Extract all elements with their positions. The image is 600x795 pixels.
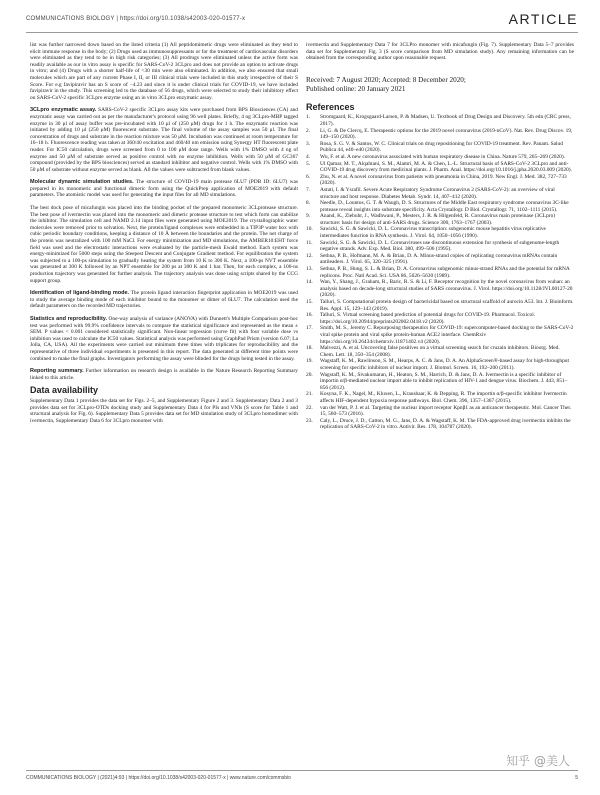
reference-number: 18. [306,345,313,352]
data-availability-heading: Data availability [30,385,99,396]
page-number: 5 [575,775,578,781]
data-availability-body: Supplementary Data 1 provides the data set for Figs. 2–5, and Supplementary Figure 2 and 3. Supplementary Data 2 and 3 provides data set for 3CLpro-OTDs docking study and Supplementary Data 4 for PIs and VNIs (S score for Table 1 and structural analysis for Fig. 6). Supplementary Data 5 provides data set for MD simulation study of 3CLpro homodimer with ivermectin, Supplementary Data 6 for 3CLpro monomer with [30,397,298,424]
reference-text: Wan, Y., Shang, J., Graham, R., Baric, R. S. & Li, F. Receptor recognition by the novel coronavirus from wuhan: an analysis based on decade-long structural studies of SARS coronavirus. J. Virol. https://doi.org/10.1128/JVI.00127-20 (2020). [320,279,573,299]
reference-item [306,266,574,279]
reference-number: 13. [306,266,313,273]
reference-number: 23. [306,417,313,424]
paragraph-md [30,179,298,199]
paragraph-continued: ivermectin and Supplementary Data 7 for 3CLPro monomer with micafungin (Fig. 7). Supplementary Data 5–7 provides data set for Supplementary Fig. 3 (S score comparison from MD simulation study). Any remaining information can be obtained from the corresponding author upon reasonable request. [306,42,574,62]
reference-number: 4. [306,153,311,160]
reference-text: Li, G. & De Clercq, E. Therapeutic options for the 2019 novel coronavirus (2019-nCoV). Nat. Rev. Drug Discov. 19, 149–150 (2020). [320,127,573,141]
reference-number: 20. [306,371,313,378]
statistics-heading: Statistics and reproducibility. [30,315,107,322]
ligand-binding-body: The protein ligand interaction fingerprint application in MOE2019 was used to study the average binding mode of each inhibitor bound to the monomer or dimer of 6LU7. The calculation used the default parameters on the recorded MD trajectories. [30,290,298,310]
reference-number: 10. [306,226,313,233]
reference-text: Talluri, S. Computational protein design of bactericidal based on structural scaffold of aurocin A53. Int. J. Bioinform. Res. Appl. 15, 129–143 (2019). [320,299,574,312]
reference-number: 1. [306,114,311,121]
reference-text: Rosa, S. G. V. & Santos, W. C. Clinical trials on drug repositioning for COVID-19 treatment. Rev. Panam. Salud Publica 44, e40–e40 (2020). [320,140,563,154]
reference-item [306,128,574,141]
statistics-body: One-way analysis of variance (ANOVA) with Dunnett's Multiple Comparison post-hoc test was performed with 99.9% confidence intervals to compare the statistical significance and represented as the mean ± SEM. P values < 0.001 considered statistically significant. Non-linear regression (curve fit) with four variable dose vs inhibition was used to calculate the IC50 values. Statistical analysis was performed using GraphPad Prism (version 6.07; La Jolla, CA, USA). All the experiments were carried out minimum three times with triplicates for reproducibility and the representative of three individual experiments is presented in this report. The data generated at different time points were combined to make the final graphs. Investigators performing the assay were blinded for the drugs being tested in the assay. [30,315,299,362]
reference-number: 8. [306,200,311,207]
reference-number: 11. [306,239,313,246]
reference-text: Sethna, P. B., Hung, S. L. & Brian, D. A. Coronavirus subgenomic minus-strand RNAs and the potential for mRNA replicons. Proc. Natl Acad. Sci. USA 86, 5626–5630 (1989). [320,266,570,279]
footer-citation: COMMUNICATIONS BIOLOGY | (2021)4:93 | https://doi.org/10.1038/s42003-020-01577-x | www.nature.com/commsbio [26,775,291,781]
paragraph-ligand-binding [30,290,298,310]
paragraph-reporting [30,368,298,381]
reference-item [306,325,574,345]
reference-item [306,299,574,312]
paragraph-statistics [30,316,298,362]
reference-text: Sawicki, S. G. & Sawicki, D. L. Coronavirus transcription: subgenomic mouse hepatitis virus replicative intermediates function in RNA synthesis. J. Virol. 64, 1050–1056 (1990). [320,226,546,240]
assay-heading: 3CLpro enzymatic assay. [30,107,97,114]
reference-number: 9. [306,213,311,220]
paragraph-assay [30,107,298,173]
reporting-heading: Reporting summary. [30,368,84,375]
reference-text: Talluri, S. Virtual screening based prediction of potential drugs for COVID-19. Pharmacol. Toxicol. https://doi.org/10.20944/preprints202002.0418.v2 (2020). [320,312,536,325]
paragraph-intro: list was further narrowed down based on the listed criteria (1) All peptidomimetic drugs were eliminated as they tend to elicit immune response in the body; (2) Drugs used as immunosuppressants or for the treatment of cardiovascular disorders were eliminated as they tend to be in high risk categories; (3) All prodrugs were eliminated unless the active form was readily available as our in vitro assay is specific for SARS-CoV-2 3CLpro and does not provide an option to activate drugs in vitro; and (4) Drugs with a shorter half-life of <30 min were also eliminated. In addition, we also ensured that small molecules which are part of any current Phase I, II, or III clinical trials were included in this study irrespective of their S Score. For e.g favipiravir has an S score of −4.23 and since it is under clinical trials for COVID-19, we have included favipiravir in the study. This screening led to the database of 56 drugs, which were selected to study their inhibitory effect on SARS-CoV-2 specific 3CLpro enzyme using an in vitro 3CLpro enzymatic assay. [30,42,298,101]
reference-item [306,391,574,404]
paragraph-md-detail: The best dock pose of micafungin was placed into the binding pocket of the prepared monomeric 3CLprotease structure. The best pose of ivermectin was placed into the monomeric and dimeric protease structure to test which form can stabilize the inhibitor. The simulation cell and NAMD 2.14 input files were generated using MOE2019. The crystallographic water molecules were removed prior to solvation. Next, the protein/ligand complexes were embedded in a TIP3P water box with cubic periodic boundary conditions, keeping a distance of 10 Å between the boundaries and the protein. The net charge of the protein was neutralized with 100 mM NaCl. For energy minimization and MD simulations, the AMBER10:EHT force field was used and the electrostatic interactions were evaluated by the particle-mesh Ewald method. Each system was energy-minimized for 5000 steps using the Steepest Descent and Conjugate Gradient method. For equilibration the system was subjected to a 100-ps simulation to gradually heating the system from 10 K to 300 K. Next, a 100-ps NVT ensemble was generated at 300 K followed by an NPT ensemble for 200 ps at 300 K and 1 bar. Then, for each complex, a 100-ns production trajectory was generated for further analysis. The trajectory analysis was done using scripts shared by the CCG support group. [30,205,298,284]
reference-number: 15. [306,299,313,305]
reference-item [306,200,574,213]
reference-text: Needle, D., Lountos, G. T. & Waugh, D. S. Structures of the Middle East respiratory syndrome coronavirus 3C-like protease reveal insights into substrate specificity. Acta Crystallogr. D Biol. Crystallogr. 71, 1102–1111 (2015). [320,200,569,213]
reference-item [306,174,574,187]
references-list [306,114,574,431]
reference-text: Sethna, P. B., Hofmann, M. A. & Brian, D. A. Minus-strand copies of replicating coronavirus mRNAs contain antileaders. J. Virol. 65, 320–325 (1991). [320,252,558,266]
assay-body: SARS-CoV-2 specific 3CLpro assay kits were purchased from BPS Biosciences (CA) and enzymatic assay was carried out as per the manufacturer's protocol using 96 well plates. Briefly, 4 ng 3CLpro-MBP tagged enzyme in 30 μl of assay buffer was pre-incubated with 10 μl of (250 μM) drugs for 1 h. The enzymatic reaction was initiated by adding 10 μl (250 μM) fluorescent substrate. The final volume of the assay samples was 50 μl. The final concentration of drugs and substrate in the reaction mixture was 50 μM. Incubation was continued at room temperature for 16–18 h. Fluorescence reading was taken at 360/40 excitation and 460/40 nm emission using Synergy HT fluorescent plate reader. For IC50 calculation, drugs were screened from 0 to 100 μM dose range. Wells with 1% DMSO with 4 ng of enzyme and 50 μM of substrate served as positive control with no enzyme inhibition. Wells with 50 μM of GC367 compound (provided by the BPS biosciences) served as standard inhibitor and negative control. Wells with 1% DMSO with 50 μM of substrate without enzyme served as blank. All the values were subtracted from blank values. [30,107,298,173]
reference-text: Smith, M. S., Jeremy C. Repurposing therapeutics for COVID-19: supercomputer-based docking to the SARS-CoV-2 viral spike protein and viral spike protein-human ACE2 interface. ChemRxiv https://doi.org/10.26434/chemrxiv.11871402.v4 (2020). [320,325,574,345]
reference-item [306,253,574,266]
reference-text: Wagstaff, K. M., Rawlinson, S. M., Hearps, A. C. & Jans, D. A. An AlphaScreen®-based assay for high-throughput screening for specific inhibitors of nuclear import. J. Biomol. Screen. 16, 192–200 (2011). [320,358,569,371]
reference-text: Wagstaff, K. M., Sivakumaran, H., Heaton, S. M., Harrich, D. & Jans, D. A. Ivermectin is a specific inhibitor of importin α/β-mediated nuclear import able to inhibit replication of HIV-1 and dengue virus. Biochem. J. 443, 851–856 (2012). [320,371,568,391]
published-date: Published online: 20 January 2021 [306,84,406,93]
reference-item [306,405,574,418]
article-label: ARTICLE [508,11,578,27]
reference-item [306,114,574,127]
reference-text: Astuti, I. & Ysrafil. Severe Acute Respiratory Syndrome Coronavirus 2 (SARS-CoV-2): an overview of viral structure and host response. Diabetes Metab. Syndr. 14, 407–412 (2020). [320,186,555,200]
ligand-binding-heading: Identification of ligand-binding mode. [30,290,130,297]
reference-number: 22. [306,404,313,411]
reference-item [306,240,574,253]
page-footer [26,770,578,781]
reference-number: 7. [306,186,311,193]
received-date: Received: 7 August 2020; Accepted: 8 December 2020; [306,75,466,84]
reference-number: 12. [306,252,313,259]
right-column [306,42,574,431]
journal-header: COMMUNICATIONS BIOLOGY | https://doi.org/10.1038/s42003-020-01577-x [26,16,246,22]
reference-number: 17. [306,325,313,332]
reference-item [306,154,574,161]
reference-number: 5. [306,160,311,167]
reference-item [306,418,574,431]
reference-text: Caly, L., Druce, J. D., Catton, M. G., Jans, D. A. & Wagstaff, K. M. The FDA-approved drug ivermectin inhibits the replication of SARS-CoV-2 in vitro. Antivir. Res. 178, 104787 (2020). [320,417,571,431]
reference-number: 3. [306,140,311,147]
references-heading: References [306,101,355,112]
page-header [26,10,578,33]
reference-number: 6. [306,173,311,180]
reference-text: van der Watt, P. J. et al. Targeting the nuclear import receptor Kpnβ1 as an anticancer therapeutic. Mol. Cancer Ther. 15, 560–573 (2016). [320,404,572,418]
reference-item [306,161,574,174]
reference-item [306,279,574,299]
dates-block [306,76,574,94]
watermark: 知乎 @美人 [506,754,570,768]
reference-item [306,345,574,358]
left-column [30,42,298,430]
reference-item [306,213,574,226]
reference-text: Zhu, N. et al. A novel coronavirus from patients with pneumonia in China, 2019. New Engl. J. Med. 382, 727–733 (2020). [320,173,567,187]
reference-text: Stromgaard, K., Krogsgaard-Larsen, P. & Madsen, U. Textbook of Drug Design and Discovery. 5th edn (CRC press, 2017). [320,114,571,127]
reference-text: Kosyna, F. K., Nagel, M., Kluxen, L., Kraushaar, K. & Depping, R. The importin α/β-specific inhibitor Ivermectin affects HIF-dependent hypoxia response pathways. Biol. Chem. 396, 1357–1367 (2015). [320,391,567,404]
reference-text: Wu, F. et al. A new coronavirus associated with human respiratory disease in China. Nature 579, 265–269 (2020). [320,153,566,160]
reference-item [306,372,574,392]
reference-number: 2. [306,127,311,134]
md-heading: Molecular dynamic simulation studies. [30,179,134,186]
reference-item [306,187,574,200]
reference-number: 16. [306,312,313,319]
md-body: The structure of COVID-19 main protease 6LU7 (PDB ID: 6LU7) was prepared in its monomeric and functional dimeric form using the QuickPrep application of MOE2019 with default parameters. The atomistic model was used for generating the input files for all MD simulations. [30,179,299,199]
reference-text: Malvezzi, A. et al. Uncovering false positives on a virtual screening search for cruzain inhibitors. Bioorg. Med. Chem. Lett. 18, 350–354 (2008). [320,345,560,358]
reference-number: 14. [306,279,313,286]
reference-text: Anand, K., Ziebuhr, J., Wadhwani, P., Mesters, J. R. & Hilgenfeld, R. Coronavirus main proteinase (3CLpro) structure: basis for design of anti-SARS drugs. Science 300, 1763–1767 (2003). [320,213,556,226]
reference-number: 19. [306,358,313,365]
reference-item [306,312,574,325]
reporting-body: Further information on research design is available in the Nature Research Reporting Summary linked to this article. [30,368,298,381]
reference-text: Sawicki, S. G. & Sawicki, D. L. Coronaviruses use discontinuous extension for synthesis of subgenome-length negative strands. Adv. Exp. Med. Biol. 380, 499–506 (1995). [320,239,560,253]
reference-number: 21. [306,391,313,398]
reference-item [306,226,574,239]
reference-item [306,358,574,371]
reference-text: Ul Qamar, M. T., Alqahtani, S. M., Alamri, M. A. & Chen, L.-L. Structural basis of SARS-CoV-2 3CLpro and anti-COVID-19 drug discovery from medicinal plants. J. Pharm. Anal. https://doi.org/10.1016/j.jpha.2020.03.009 (2020). [320,160,572,174]
reference-item [306,141,574,154]
